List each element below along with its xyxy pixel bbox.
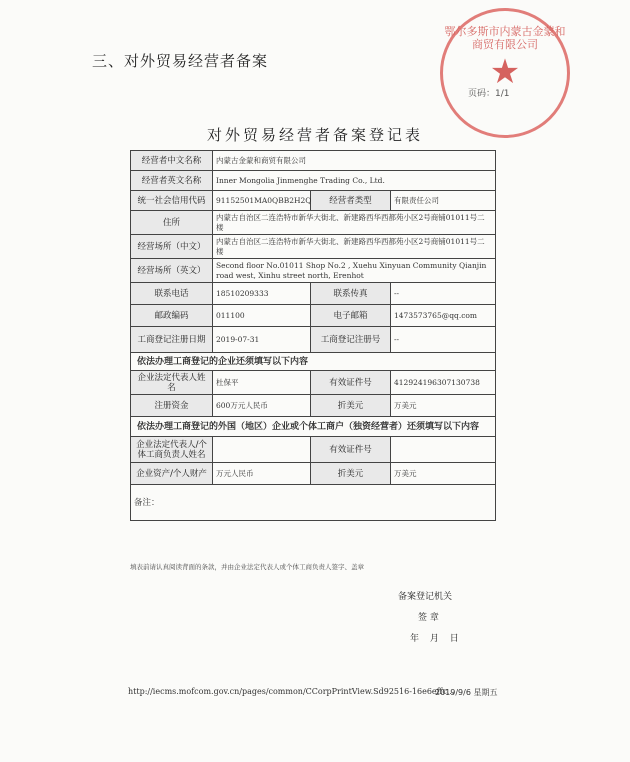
reg-date-value: 2019-07-31 — [213, 327, 311, 353]
site-en-value: Second floor No.01011 Shop No.2 , Xuehu Xinyuan Community Qianjin road west, Xinhu street north, Erenhot — [213, 259, 496, 283]
legal-id-label: 有效证件号 — [311, 371, 391, 395]
asset-usd-label: 折美元 — [311, 463, 391, 485]
name-cn-label: 经营者中文名称 — [131, 151, 213, 171]
capital-usd-label: 折美元 — [311, 395, 391, 417]
page-number: 页码：1/1 — [468, 89, 510, 99]
site-cn-label: 经营场所（中文） — [131, 235, 213, 259]
site-cn-value: 内蒙古自治区二连浩特市新华大街北、新建路西华西都苑小区2号商铺01011号二楼 — [213, 235, 496, 259]
address-label: 住所 — [131, 211, 213, 235]
remarks-label: 备注： — [134, 497, 160, 508]
phone-value: 18510209333 — [213, 283, 311, 305]
email-label: 电子邮箱 — [311, 305, 391, 327]
foreign-id-value — [391, 437, 496, 463]
type-value: 有限责任公司 — [391, 191, 496, 211]
date-label: 年 月 日 — [410, 634, 459, 644]
phone-label: 联系电话 — [131, 283, 213, 305]
print-date: 2019/9/6 星期五 — [435, 688, 498, 697]
remarks-cell — [131, 485, 496, 521]
section-title: 三、对外贸易经营者备案 — [92, 52, 269, 70]
foreign-section-header: 依法办理工商登记的外国（地区）企业或个体工商户（独资经营者）还须填写以下内容 — [131, 417, 496, 437]
registration-table — [130, 150, 496, 521]
capital-usd-value: 万美元 — [391, 395, 496, 417]
asset-usd-value: 万美元 — [391, 463, 496, 485]
legal-rep-label: 企业法定代表人姓名 — [131, 371, 213, 395]
legal-rep-value: 杜保平 — [213, 371, 311, 395]
star-icon: ★ — [489, 52, 521, 92]
fax-value: -- — [391, 283, 496, 305]
seal-text: 鄂尔多斯市内蒙古金蒙和商贸有限公司 — [444, 25, 566, 51]
foreign-rep-label: 企业法定代表人/个体工商负责人姓名 — [131, 437, 213, 463]
print-url: http://iecms.mofcom.gov.cn/pages/common/CCorpPrintView.Sd92516-16e6effc... — [128, 687, 455, 696]
authority-label: 备案登记机关 — [398, 592, 453, 602]
site-en-label: 经营场所（英文） — [131, 259, 213, 283]
name-en-value: Inner Mongolia Jinmenghe Trading Co., Ltd. — [213, 171, 496, 191]
legal-section-header: 依法办理工商登记的企业还须填写以下内容 — [131, 353, 496, 371]
email-value: 1473573765@qq.com — [391, 305, 496, 327]
address-value: 内蒙古自治区二连浩特市新华大街北、新建路西华西都苑小区2号商铺01011号二楼 — [213, 211, 496, 235]
seal-label: 签 章 — [418, 613, 439, 623]
name-cn-value: 内蒙古金蒙和商贸有限公司 — [213, 151, 496, 171]
reg-no-label: 工商登记注册号 — [311, 327, 391, 353]
reg-no-value: -- — [391, 327, 496, 353]
credit-code-label: 统一社会信用代码 — [131, 191, 213, 211]
form-title: 对外贸易经营者备案登记表 — [206, 126, 423, 144]
foreign-id-label: 有效证件号 — [311, 437, 391, 463]
foreign-rep-value — [213, 437, 311, 463]
credit-code-value: 91152501MA0QBB2H2Q — [213, 191, 311, 211]
company-seal-stamp — [440, 8, 570, 138]
postcode-label: 邮政编码 — [131, 305, 213, 327]
capital-label: 注册资金 — [131, 395, 213, 417]
asset-label: 企业资产/个人财产 — [131, 463, 213, 485]
legal-id-value: 412924196307130738 — [391, 371, 496, 395]
asset-value: 万元人民币 — [213, 463, 311, 485]
type-label: 经营者类型 — [311, 191, 391, 211]
postcode-value: 011100 — [213, 305, 311, 327]
fax-label: 联系传真 — [311, 283, 391, 305]
name-en-label: 经营者英文名称 — [131, 171, 213, 191]
reg-date-label: 工商登记注册日期 — [131, 327, 213, 353]
capital-value: 600万元人民币 — [213, 395, 311, 417]
footnote: 填表前请认真阅读背面的条款，并由企业法定代表人或个体工商负责人签字、盖章 — [130, 563, 364, 571]
